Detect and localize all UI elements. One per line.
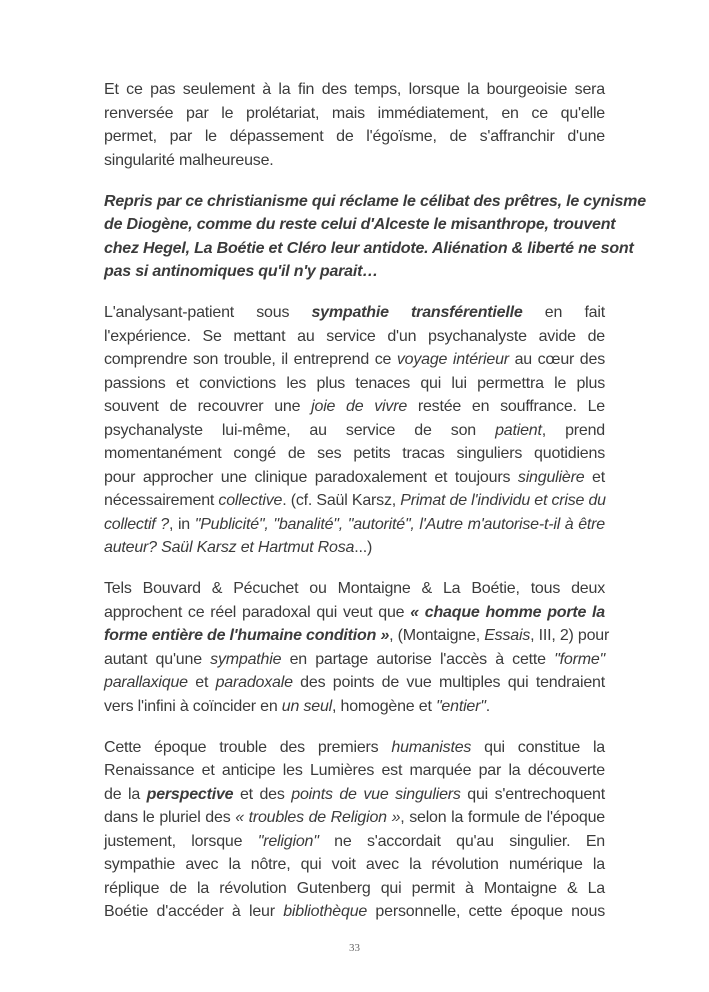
- emphasis-bold-italic: de Diogène, comme du reste celui d'Alceste le misanthrope, trouvent: [104, 216, 616, 233]
- text-run: , homogène et: [332, 697, 436, 715]
- text-line: [104, 489, 605, 513]
- text-run: approchent ce réel paradoxal qui veut que: [104, 603, 411, 621]
- emphasis-bold-italic: forme entière de l'humaine condition »: [104, 627, 390, 644]
- text-run: , prend: [541, 421, 605, 439]
- text-run: réplique de la révolution Gutenberg qui permit à Montaigne & La: [104, 879, 605, 897]
- emphasis-italic: Essais: [484, 627, 531, 644]
- emphasis-italic: "Publicité", "banalité", "autorité", l'Autre m'autorise-t-il à être: [194, 515, 606, 533]
- text-line: [104, 419, 605, 443]
- text-line: [104, 536, 605, 560]
- emphasis-italic: "entier": [435, 697, 486, 715]
- text-run: et des: [233, 785, 292, 803]
- text-run: autant qu'une: [104, 650, 211, 668]
- text-run: renversée par le prolétariat, mais immédiatement, en ce qu'elle: [104, 104, 605, 122]
- text-run: qui s'entrechoquent: [460, 785, 605, 803]
- text-line: [104, 213, 616, 237]
- text-run: vers l'infini à coïncider en: [104, 697, 282, 715]
- text-run: psychanalyste lui-même, au service de son: [104, 421, 496, 439]
- text-line: [104, 190, 646, 214]
- text-run: dans le pluriel des: [104, 809, 236, 826]
- text-run: . (cf. Saül Karsz,: [282, 492, 401, 509]
- text-line: [104, 325, 605, 349]
- text-run: sympathie avec la nôtre, qui voit avec la révolution numérique la: [104, 856, 605, 873]
- text-line: [104, 806, 605, 830]
- text-line: [104, 601, 605, 625]
- emphasis-bold-italic: sympathie transférentielle: [311, 304, 523, 321]
- emphasis-italic: collective: [218, 492, 283, 509]
- text-line: [104, 695, 605, 719]
- text-run: comprendre son trouble, il entreprend ce: [104, 351, 397, 368]
- text-run: momentanément congé de ses petits tracas singuliers quotidiens: [104, 445, 605, 462]
- text-run: en partage autorise l'accès à cette: [281, 650, 555, 668]
- emphasis-italic: singulière: [517, 468, 585, 486]
- text-run: et: [584, 468, 605, 486]
- text-run: au cœur des: [508, 351, 605, 368]
- text-line: [104, 759, 605, 783]
- emphasis-italic: « troubles de Religion »: [235, 809, 401, 826]
- text-line: [104, 624, 610, 648]
- text-line: [104, 853, 605, 877]
- emphasis-italic: Primat de l'individu et crise du: [400, 492, 606, 509]
- emphasis-italic: "religion": [257, 832, 319, 850]
- text-run: permet, par le dépassement de l'égoïsme, de s'affranchir d'une: [104, 128, 605, 145]
- text-line: [104, 237, 634, 261]
- text-run: et: [187, 674, 216, 691]
- text-line: [104, 442, 605, 466]
- text-run: Cette époque trouble des premiers: [104, 738, 392, 756]
- paragraph: [104, 78, 605, 172]
- text-line: [104, 125, 605, 149]
- paragraph: [104, 577, 610, 718]
- text-run: personnelle, cette époque nous: [367, 903, 605, 920]
- text-line: [104, 372, 605, 396]
- text-line: [104, 149, 605, 173]
- emphasis-italic: paradoxale: [215, 674, 293, 691]
- text-run: Et ce pas seulement à la fin des temps, lorsque la bourgeoisie sera: [104, 81, 605, 98]
- emphasis-italic: bibliothèque: [283, 903, 368, 920]
- text-line: [104, 348, 605, 372]
- text-line: [104, 102, 605, 126]
- text-run: , (Montaigne,: [389, 627, 485, 644]
- page-body: [104, 78, 646, 941]
- text-line: [104, 671, 605, 695]
- text-run: l'expérience. Se mettant au service d'un psychanalyste avide de: [104, 327, 605, 345]
- text-line: [104, 648, 605, 672]
- emphasis-bold-italic: perspective: [146, 785, 234, 803]
- paragraph: [104, 301, 605, 560]
- text-run: qui constitue la: [471, 738, 605, 756]
- emphasis-italic: points de vue singuliers: [291, 785, 461, 803]
- text-line: [104, 783, 605, 807]
- text-run: , in: [168, 515, 195, 533]
- emphasis-italic: joie de vivre: [311, 398, 408, 415]
- text-run: .: [485, 697, 490, 715]
- emphasis-bold-italic: chez Hegel, La Boétie et Cléro leur antidote. Aliénation & liberté ne sont: [104, 239, 634, 257]
- text-run: en fait: [522, 304, 605, 321]
- emphasis-italic: parallaxique: [104, 674, 188, 691]
- text-run: justement, lorsque: [104, 832, 258, 850]
- page-number: 33: [349, 942, 360, 954]
- text-line: [104, 395, 605, 419]
- text-run: restée en souffrance. Le: [407, 398, 605, 415]
- emphasis-italic: auteur? Saül Karsz et Hartmut Rosa: [104, 539, 355, 556]
- text-run: Tels Bouvard & Pécuchet ou Montaigne & La Boétie, tous deux: [104, 580, 605, 597]
- text-line: [104, 301, 605, 325]
- text-line: [104, 830, 605, 854]
- emphasis-italic: collectif ?: [104, 515, 169, 533]
- text-run: souvent de recouvrer une: [104, 398, 312, 415]
- text-run: des points de vue multiples qui tendraient: [292, 674, 605, 691]
- text-run: de la: [104, 785, 147, 803]
- emphasis-bold-italic: Repris par ce christianisme qui réclame le célibat des prêtres, le cynisme: [104, 192, 646, 210]
- text-line: [104, 466, 605, 490]
- paragraph: [104, 736, 605, 924]
- text-run: ne s'accordait qu'au singulier. En: [318, 832, 605, 850]
- emphasis-bold-italic: « chaque homme porte la: [410, 603, 606, 621]
- text-run: ...): [354, 539, 373, 556]
- emphasis-italic: voyage intérieur: [396, 351, 509, 368]
- text-run: pour approcher une clinique paradoxalement et toujours: [104, 468, 518, 486]
- text-line: [104, 736, 605, 760]
- text-line: [104, 577, 605, 601]
- text-run: , selon la formule de l'époque: [400, 809, 605, 826]
- emphasis-italic: patient: [495, 421, 542, 439]
- text-run: singularité malheureuse.: [104, 151, 274, 169]
- text-run: Boétie d'accéder à leur: [104, 903, 284, 920]
- emphasis-italic: un seul: [281, 697, 332, 715]
- emphasis-bold-italic: pas si antinomiques qu'il n'y parait…: [104, 263, 379, 280]
- text-run: nécessairement: [104, 492, 219, 509]
- text-line: [104, 260, 605, 284]
- text-run: , III, 2) pour: [530, 627, 610, 644]
- text-run: L'analysant-patient sous: [104, 304, 312, 321]
- text-line: [104, 513, 605, 537]
- paragraph: [104, 190, 646, 284]
- emphasis-italic: humanistes: [391, 738, 472, 756]
- text-run: Renaissance et anticipe les Lumières est marquée par la découverte: [104, 762, 605, 779]
- text-line: [104, 877, 605, 901]
- text-line: [104, 78, 605, 102]
- emphasis-italic: "forme": [554, 650, 605, 668]
- text-run: passions et convictions les plus tenaces qui lui permettra le plus: [104, 374, 605, 392]
- text-line: [104, 900, 605, 924]
- emphasis-italic: sympathie: [210, 650, 282, 668]
